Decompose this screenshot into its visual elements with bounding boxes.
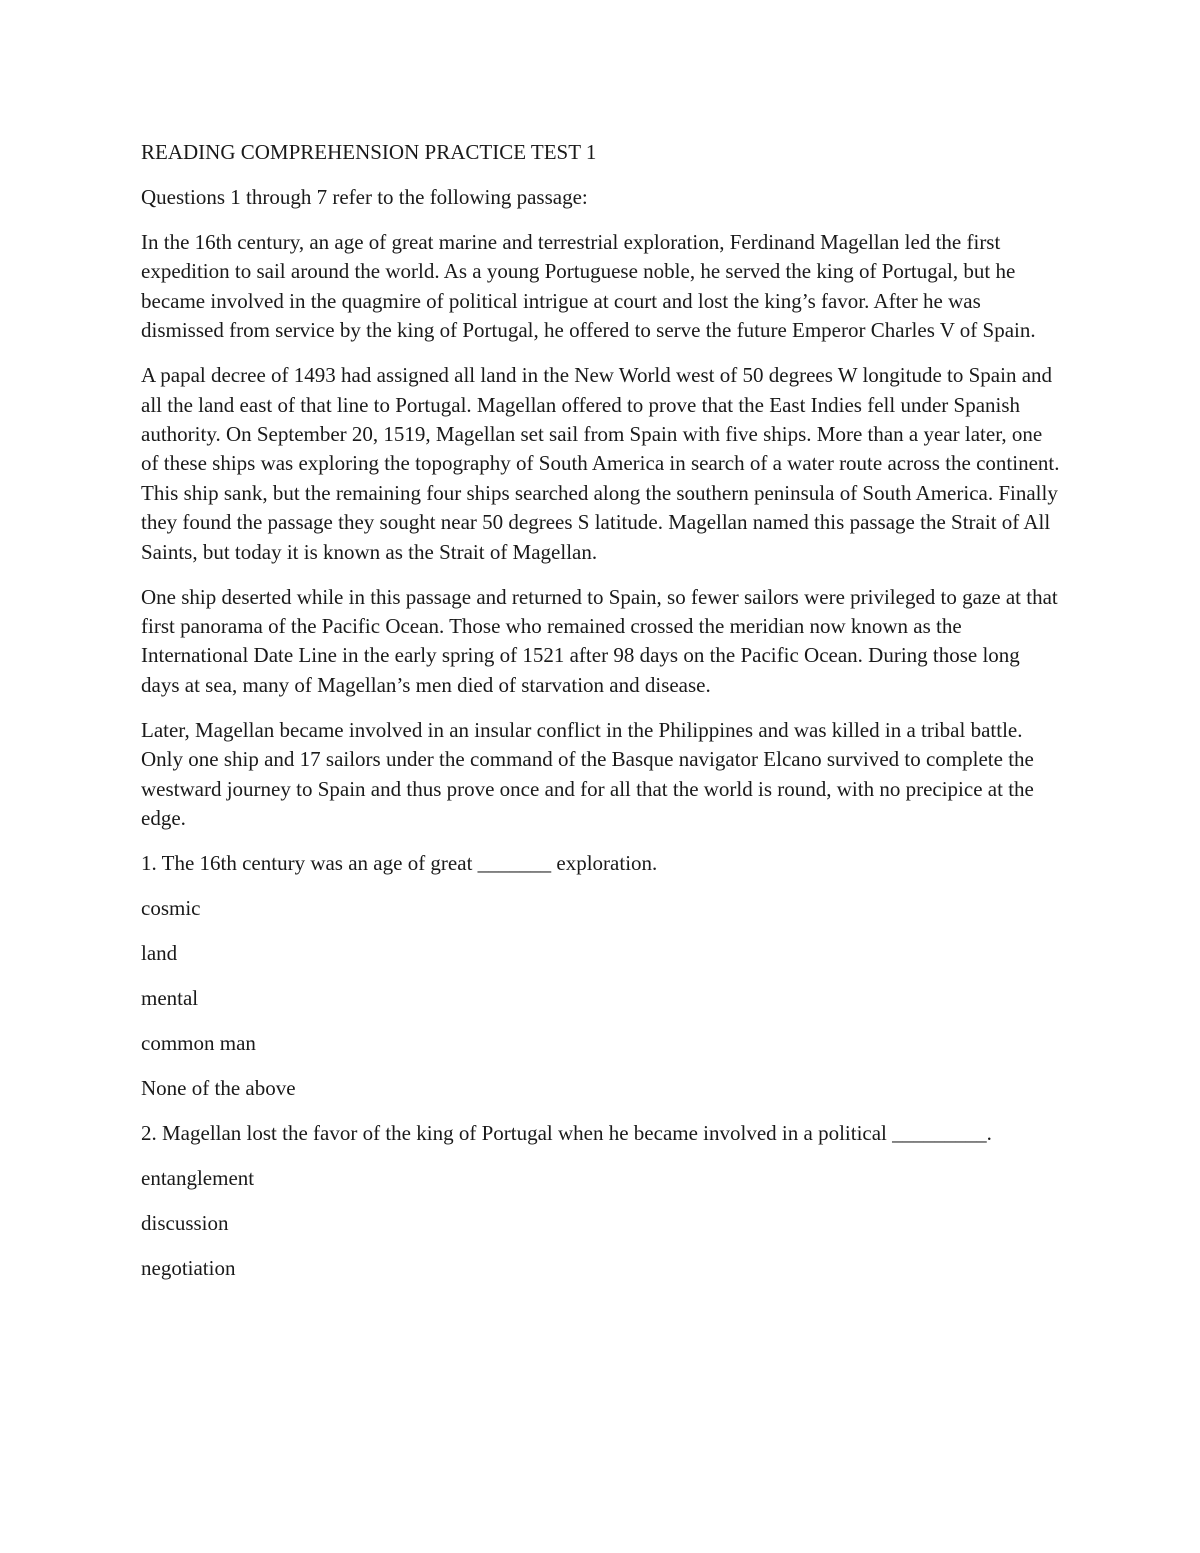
passage-intro: Questions 1 through 7 refer to the following passage: xyxy=(141,185,588,209)
answer-option: None of the above xyxy=(141,1076,296,1101)
answer-option: land xyxy=(141,941,178,966)
answer-option: mental xyxy=(141,986,199,1011)
answer-option: discussion xyxy=(141,1211,229,1236)
question-text: 2. Magellan lost the favor of the king of Portugal when he became involved in a political _________. xyxy=(141,1121,992,1146)
passage-paragraph: In the 16th century, an age of great marine and terrestrial exploration, Ferdinand Magellan led the first expedition to sail around the world. As a young Portuguese noble, he served the king of Portugal, but he became involved in the quagmire of political intrigue at court and lost the king’s favor. After he was dismissed from service by the king of Portugal, he offered to serve the future Emperor Charles V of Spain. xyxy=(141,230,1036,343)
passage-paragraph: Later, Magellan became involved in an insular conflict in the Philippines and was killed in a tribal battle. Only one ship and 17 sailors under the command of the Basque navigator Elcano survived to complete the westward journey to Spain and thus prove once and for all that the world is round, with no precipice at the edge. xyxy=(141,717,1034,831)
question-1 xyxy=(141,849,1063,1103)
document-page xyxy=(141,138,1063,1299)
passage-paragraph: One ship deserted while in this passage and returned to Spain, so fewer sailors were privileged to gaze at that first panorama of the Pacific Ocean. Those who remained crossed the meridian now known as the International Date Line in the early spring of 1521 after 98 days on the Pacific Ocean. During those long days at sea, many of Magellan’s men died of starvation and disease. xyxy=(141,584,1058,697)
answer-option: entanglement xyxy=(141,1166,255,1191)
answer-option: cosmic xyxy=(141,896,201,921)
document-title: READING COMPREHENSION PRACTICE TEST 1 xyxy=(141,140,597,164)
answer-option: negotiation xyxy=(141,1256,236,1281)
answer-option: common man xyxy=(141,1031,256,1056)
passage-paragraph: A papal decree of 1493 had assigned all land in the New World west of 50 degrees W longitude to Spain and all the land east of that line to Portugal. Magellan offered to prove that the East Indies fell under Spanish authority. On September 20, 1519, Magellan set sail from Spain with five ships. More than a year later, one of these ships was exploring the topography of South America in search of a water route across the continent. This ship sank, but the remaining four ships searched along the southern peninsula of South America. Finally they found the passage they sought near 50 degrees S latitude. Magellan named this passage the Strait of All Saints, but today it is known as the Strait of Magellan. xyxy=(141,363,1060,564)
question-2 xyxy=(141,1119,1063,1283)
question-text: 1. The 16th century was an age of great _______ exploration. xyxy=(141,851,658,876)
